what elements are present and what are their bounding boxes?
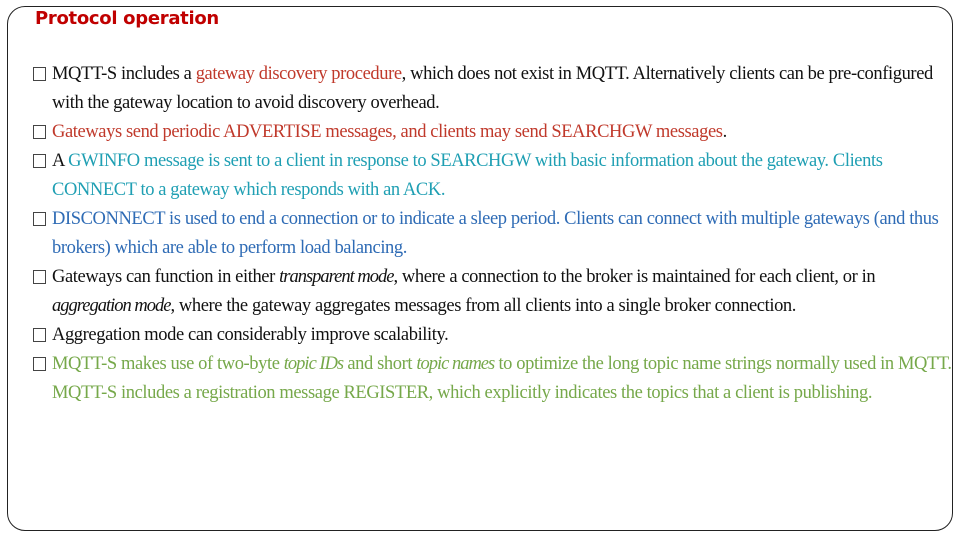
bullet-emphasis: topic IDs — [283, 354, 344, 374]
bullet-box-icon — [33, 270, 46, 284]
bullet-box-icon — [33, 125, 46, 139]
bullet-box-icon — [33, 212, 46, 226]
bullet-text: Aggregation mode can considerably improve scalability. — [52, 325, 449, 345]
bullet-item — [33, 263, 953, 321]
bullet-text: MQTT-S makes use of two-byte — [52, 354, 284, 374]
bullet-box-icon — [33, 328, 46, 342]
bullet-text: , where the gateway aggregates messages from all clients into a single broker connection. — [170, 296, 796, 316]
bullet-text: , which does not exist in MQTT. Alternatively clients can be pre-configured with the gateway location to avoid discovery overhead. — [52, 64, 933, 113]
bullet-text: , where a connection to the broker is maintained for each client, or in — [393, 267, 876, 287]
bullet-item — [33, 147, 953, 205]
bullet-item — [33, 60, 953, 118]
bullet-text: to optimize the long topic name strings normally used in MQTT. MQTT-S includes a registration message REGISTER, which explicitly indicates the topics that a client is publishing. — [52, 354, 952, 403]
bullet-list — [33, 60, 953, 408]
bullet-text: A — [52, 151, 69, 171]
slide-title: Protocol operation — [35, 8, 219, 29]
bullet-emphasis: transparent mode — [279, 267, 394, 287]
bullet-box-icon — [33, 67, 46, 81]
bullet-emphasis: aggregation mode — [52, 296, 171, 316]
bullet-box-icon — [33, 154, 46, 168]
bullet-item — [33, 118, 953, 147]
bullet-text: Gateways can function in either — [52, 267, 280, 287]
bullet-item — [33, 205, 953, 263]
bullet-item — [33, 321, 953, 350]
bullet-text: . — [722, 122, 727, 142]
bullet-text: Gateways send periodic ADVERTISE messages, and clients may send SEARCHGW messages — [52, 122, 723, 142]
bullet-highlight: GWINFO message is sent to a client in response to SEARCHGW with basic information about the gateway. Clients CONNECT to a gateway which responds with an ACK. — [52, 151, 883, 200]
bullet-box-icon — [33, 357, 46, 371]
bullet-text: DISCONNECT is used to end a connection or to indicate a sleep period. Clients can connect with multiple gateways (and thus brokers) which are able to perform load balancing. — [52, 209, 939, 258]
bullet-text: and short — [343, 354, 417, 374]
bullet-item — [33, 350, 953, 408]
bullet-text: MQTT-S includes a — [52, 64, 196, 84]
bullet-highlight: gateway discovery procedure — [195, 64, 402, 84]
bullet-emphasis: topic names — [416, 354, 495, 374]
